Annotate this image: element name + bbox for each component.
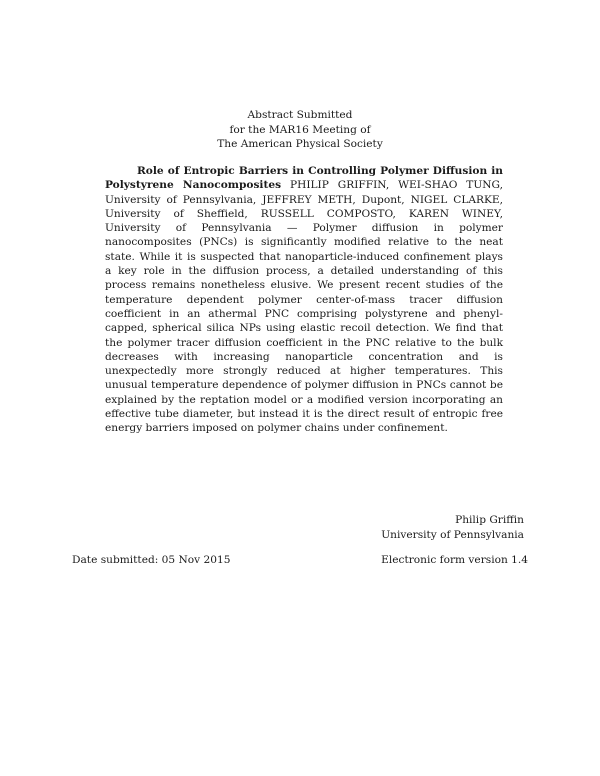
date-submitted: Date submitted: 05 Nov 2015 — [72, 554, 231, 566]
abstract-body: Polymer diffusion in polymer nanocomposites (PNCs) is significantly modified relative to the neat state. While it is suspected that nanoparticle-induced confinement plays a key role in the diffusion process, a detailed understanding of this process remains nonetheless elusive. We present recent studies of the temperature dependent polymer center-of-mass tracer diffusion coefficient in an athermal PNC comprising polystyrene and phenyl-capped, spherical silica NPs using elastic recoil detection. We find that the polymer tracer diffusion coefficient in the PNC relative to the bulk decreases with increasing nanoparticle concentration and is unexpectedly more strongly reduced at higher temperatures. This unusual temperature dependence of polymer diffusion in PNCs cannot be explained by the reptation model or a modified version incorporating an effective tube diameter, but instead it is the direct result of entropic free energy barriers imposed on polymer chains under confinement. — [105, 222, 503, 435]
abstract-title: Role of Entropic Barriers in Controlling Polymer Diffusion in Polystyrene Nanocomposites — [105, 165, 503, 192]
signature-affiliation: University of Pennsylvania — [381, 529, 524, 541]
header-line-1: Abstract Submitted — [247, 109, 353, 121]
abstract-authors: PHILIP GRIFFIN, WEI-SHAO TUNG, University of Pennsylvania, JEFFREY METH, Dupont, NIGEL CLARKE, University of Sheffield, RUSSELL COMPOSTO, KAREN WINEY, University of Pennsylvania — — [105, 179, 504, 235]
signature-name: Philip Griffin — [455, 514, 524, 526]
submission-header — [0, 108, 600, 152]
header-line-3: The American Physical Society — [217, 138, 383, 150]
form-version: Electronic form version 1.4 — [381, 554, 528, 566]
signature-block — [381, 513, 524, 543]
abstract-block — [105, 164, 503, 436]
header-line-2: for the MAR16 Meeting of — [229, 123, 371, 136]
